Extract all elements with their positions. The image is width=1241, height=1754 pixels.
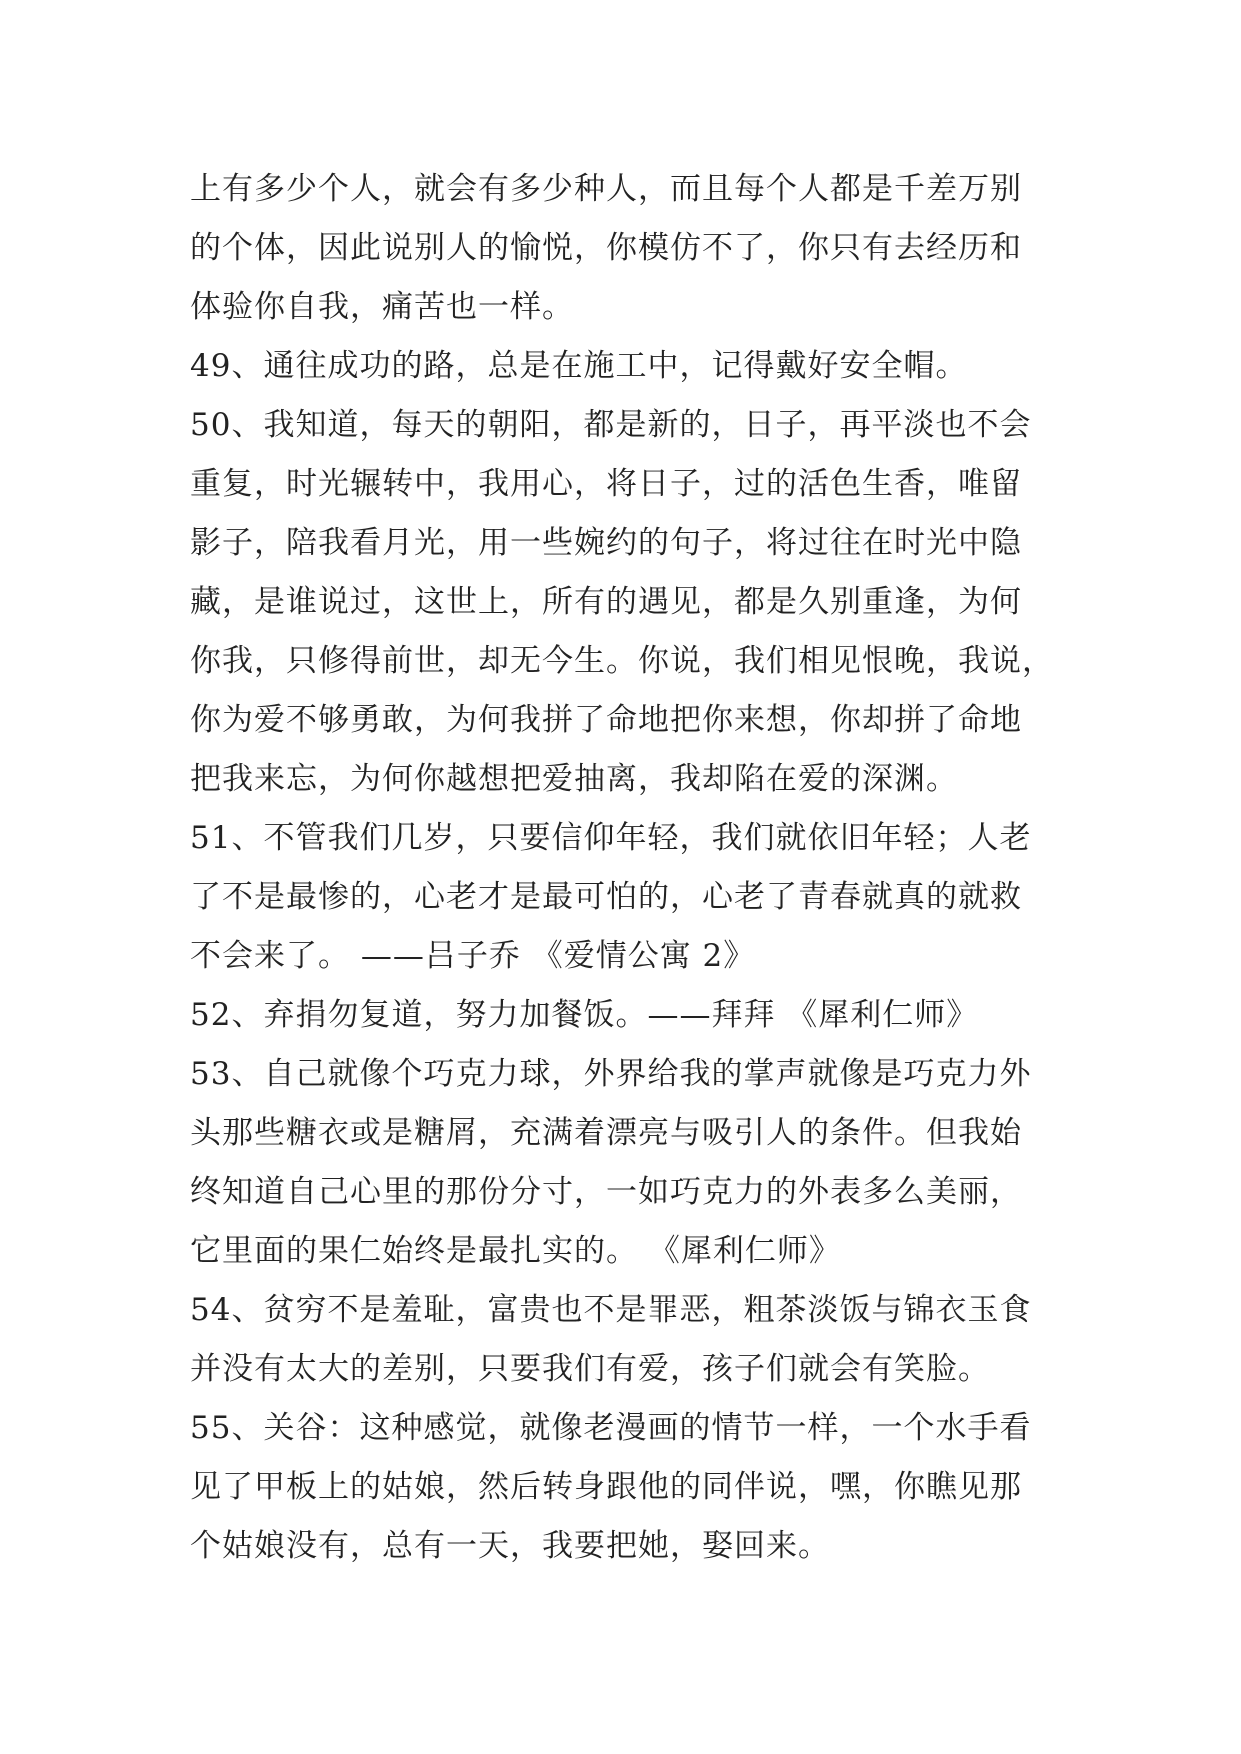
text-line: 不会来了。 ——吕子乔 《爱情公寓 2》 [190, 938, 756, 974]
text-line: 藏，是谁说过，这世上，所有的遇见，都是久别重逢，为何 [190, 584, 1022, 620]
text-line: 55、关谷：这种感觉，就像老漫画的情节一样，一个水手看 [190, 1410, 1032, 1446]
text-line: 并没有太大的差别，只要我们有爱，孩子们就会有笑脸。 [190, 1351, 990, 1387]
text-line: 重复，时光辗转中，我用心，将日子，过的活色生香，唯留 [190, 466, 1022, 502]
text-line: 上有多少个人，就会有多少种人，而且每个人都是千差万别 [190, 171, 1022, 207]
text-line: 50、我知道，每天的朝阳，都是新的，日子，再平淡也不会 [190, 407, 1032, 443]
text-line: 了不是最惨的，心老才是最可怕的，心老了青春就真的就救 [190, 879, 1022, 915]
text-line: 51、不管我们几岁，只要信仰年轻，我们就依旧年轻；人老 [190, 820, 1032, 856]
text-line: 影子，陪我看月光，用一些婉约的句子，将过往在时光中隐 [190, 525, 1022, 561]
text-line: 的个体，因此说别人的愉悦，你模仿不了，你只有去经历和 [190, 230, 1022, 266]
text-line: 49、通往成功的路，总是在施工中，记得戴好安全帽。 [190, 348, 968, 384]
text-line: 体验你自我，痛苦也一样。 [190, 289, 574, 325]
text-line: 52、弃捐勿复道，努力加餐饭。——拜拜 《犀利仁师》 [190, 997, 979, 1033]
text-line: 它里面的果仁始终是最扎实的。 《犀利仁师》 [190, 1233, 841, 1269]
text-line: 54、贫穷不是羞耻，富贵也不是罪恶，粗茶淡饭与锦衣玉食 [190, 1292, 1032, 1328]
text-line: 个姑娘没有，总有一天，我要把她，娶回来。 [190, 1528, 830, 1564]
text-line: 把我来忘，为何你越想把爱抽离，我却陷在爱的深渊。 [190, 761, 958, 797]
document-body [190, 160, 1070, 1576]
text-line: 头那些糖衣或是糖屑，充满着漂亮与吸引人的条件。但我始 [190, 1115, 1022, 1151]
text-line: 53、自己就像个巧克力球，外界给我的掌声就像是巧克力外 [190, 1056, 1032, 1092]
text-line: 你为爱不够勇敢，为何我拼了命地把你来想，你却拼了命地 [190, 702, 1022, 738]
text-line: 你我，只修得前世，却无今生。你说，我们相见恨晚，我说， [190, 643, 1054, 679]
text-line: 终知道自己心里的那份分寸，一如巧克力的外表多么美丽， [190, 1174, 1022, 1210]
text-line: 见了甲板上的姑娘，然后转身跟他的同伴说，嘿，你瞧见那 [190, 1469, 1022, 1505]
